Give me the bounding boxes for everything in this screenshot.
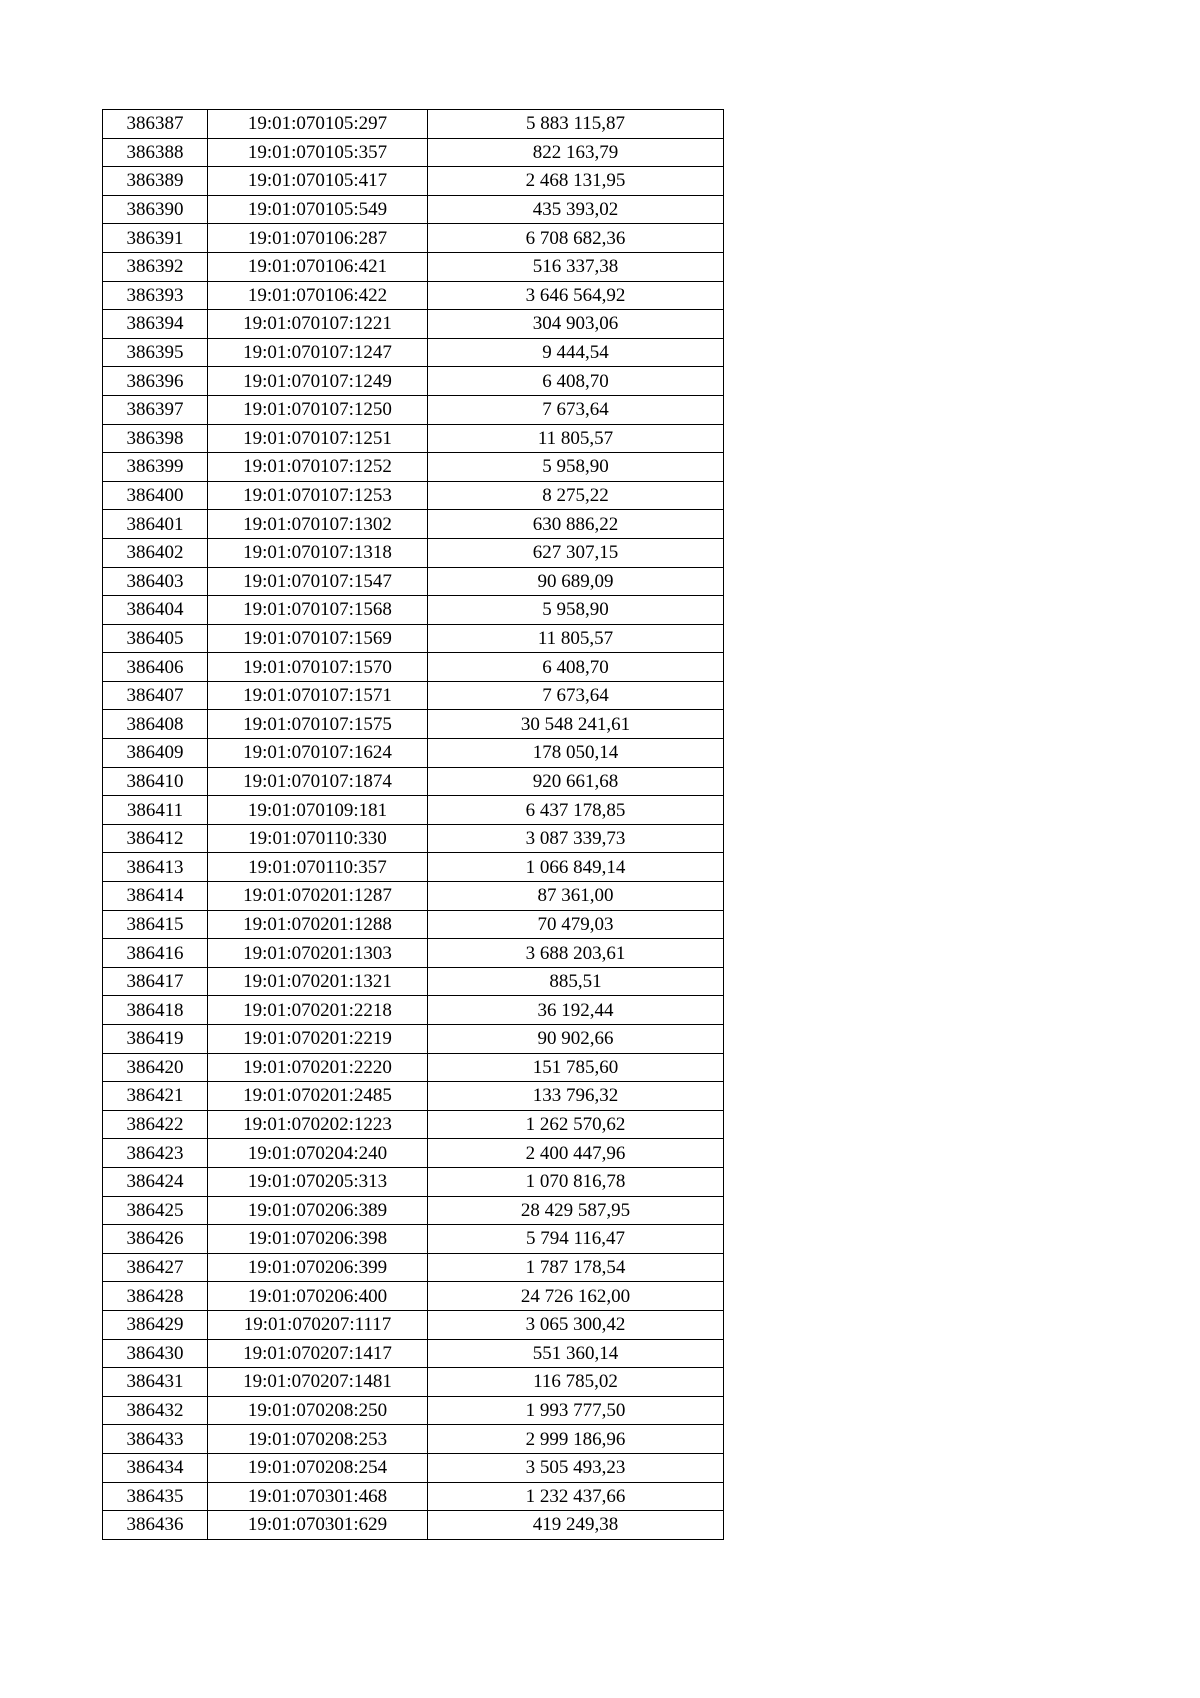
cadastral-number-cell: 19:01:070208:253 bbox=[208, 1425, 428, 1454]
cadastral-number-cell: 19:01:070107:1221 bbox=[208, 310, 428, 339]
row-number-cell: 386426 bbox=[103, 1225, 208, 1254]
cadastral-number-cell: 19:01:070109:181 bbox=[208, 796, 428, 825]
row-number-cell: 386436 bbox=[103, 1511, 208, 1540]
cadastral-number-cell: 19:01:070208:254 bbox=[208, 1453, 428, 1482]
cadastral-number-cell: 19:01:070201:2218 bbox=[208, 996, 428, 1025]
table-row bbox=[103, 796, 724, 825]
cadastral-number-cell: 19:01:070201:2219 bbox=[208, 1025, 428, 1054]
row-number-cell: 386424 bbox=[103, 1167, 208, 1196]
row-number-cell: 386411 bbox=[103, 796, 208, 825]
cadastral-value-cell: 133 796,32 bbox=[428, 1082, 724, 1111]
row-number-cell: 386414 bbox=[103, 882, 208, 911]
cadastral-number-cell: 19:01:070110:330 bbox=[208, 824, 428, 853]
cadastral-value-cell: 6 708 682,36 bbox=[428, 224, 724, 253]
cadastral-value-cell: 11 805,57 bbox=[428, 624, 724, 653]
table-row bbox=[103, 853, 724, 882]
table-row bbox=[103, 1025, 724, 1054]
row-number-cell: 386412 bbox=[103, 824, 208, 853]
row-number-cell: 386408 bbox=[103, 710, 208, 739]
row-number-cell: 386421 bbox=[103, 1082, 208, 1111]
cadastral-number-cell: 19:01:070107:1568 bbox=[208, 596, 428, 625]
cadastral-value-cell: 116 785,02 bbox=[428, 1368, 724, 1397]
table-row bbox=[103, 510, 724, 539]
table-row bbox=[103, 1368, 724, 1397]
row-number-cell: 386400 bbox=[103, 481, 208, 510]
cadastral-number-cell: 19:01:070201:1287 bbox=[208, 882, 428, 911]
table-row bbox=[103, 681, 724, 710]
row-number-cell: 386395 bbox=[103, 338, 208, 367]
cadastral-number-cell: 19:01:070201:2485 bbox=[208, 1082, 428, 1111]
row-number-cell: 386425 bbox=[103, 1196, 208, 1225]
table-row bbox=[103, 767, 724, 796]
row-number-cell: 386401 bbox=[103, 510, 208, 539]
cadastral-value-cell: 630 886,22 bbox=[428, 510, 724, 539]
cadastral-value-cell: 9 444,54 bbox=[428, 338, 724, 367]
table-row bbox=[103, 138, 724, 167]
table-row bbox=[103, 1053, 724, 1082]
table-row bbox=[103, 910, 724, 939]
row-number-cell: 386389 bbox=[103, 167, 208, 196]
row-number-cell: 386391 bbox=[103, 224, 208, 253]
cadastral-number-cell: 19:01:070107:1570 bbox=[208, 653, 428, 682]
cadastral-value-cell: 11 805,57 bbox=[428, 424, 724, 453]
cadastral-number-cell: 19:01:070105:297 bbox=[208, 110, 428, 139]
row-number-cell: 386428 bbox=[103, 1282, 208, 1311]
cadastral-value-cell: 24 726 162,00 bbox=[428, 1282, 724, 1311]
cadastral-number-cell: 19:01:070107:1302 bbox=[208, 510, 428, 539]
row-number-cell: 386413 bbox=[103, 853, 208, 882]
cadastral-number-cell: 19:01:070201:1303 bbox=[208, 939, 428, 968]
row-number-cell: 386429 bbox=[103, 1310, 208, 1339]
cadastral-value-cell: 3 065 300,42 bbox=[428, 1310, 724, 1339]
cadastral-value-cell: 151 785,60 bbox=[428, 1053, 724, 1082]
row-number-cell: 386420 bbox=[103, 1053, 208, 1082]
table-row bbox=[103, 739, 724, 768]
row-number-cell: 386423 bbox=[103, 1139, 208, 1168]
cadastral-value-cell: 1 070 816,78 bbox=[428, 1167, 724, 1196]
cadastral-number-cell: 19:01:070105:549 bbox=[208, 195, 428, 224]
table-row bbox=[103, 453, 724, 482]
cadastral-number-cell: 19:01:070107:1874 bbox=[208, 767, 428, 796]
cadastral-number-cell: 19:01:070107:1318 bbox=[208, 538, 428, 567]
cadastral-number-cell: 19:01:070107:1575 bbox=[208, 710, 428, 739]
cadastral-number-cell: 19:01:070107:1251 bbox=[208, 424, 428, 453]
cadastral-value-cell: 435 393,02 bbox=[428, 195, 724, 224]
cadastral-number-cell: 19:01:070207:1117 bbox=[208, 1310, 428, 1339]
table-row bbox=[103, 1139, 724, 1168]
cadastral-value-cell: 1 993 777,50 bbox=[428, 1396, 724, 1425]
row-number-cell: 386398 bbox=[103, 424, 208, 453]
row-number-cell: 386407 bbox=[103, 681, 208, 710]
cadastral-value-cell: 920 661,68 bbox=[428, 767, 724, 796]
cadastral-number-cell: 19:01:070107:1569 bbox=[208, 624, 428, 653]
cadastral-value-cell: 3 646 564,92 bbox=[428, 281, 724, 310]
cadastral-value-cell: 885,51 bbox=[428, 967, 724, 996]
table-row bbox=[103, 1482, 724, 1511]
cadastral-value-cell: 28 429 587,95 bbox=[428, 1196, 724, 1225]
cadastral-value-cell: 7 673,64 bbox=[428, 395, 724, 424]
row-number-cell: 386394 bbox=[103, 310, 208, 339]
table-row bbox=[103, 252, 724, 281]
cadastral-number-cell: 19:01:070107:1624 bbox=[208, 739, 428, 768]
cadastral-value-cell: 516 337,38 bbox=[428, 252, 724, 281]
cadastral-number-cell: 19:01:070107:1247 bbox=[208, 338, 428, 367]
cadastral-number-cell: 19:01:070301:629 bbox=[208, 1511, 428, 1540]
cadastral-value-table bbox=[102, 109, 724, 1540]
cadastral-value-cell: 7 673,64 bbox=[428, 681, 724, 710]
table-row bbox=[103, 567, 724, 596]
row-number-cell: 386427 bbox=[103, 1253, 208, 1282]
table-body bbox=[103, 110, 724, 1540]
cadastral-number-cell: 19:01:070301:468 bbox=[208, 1482, 428, 1511]
table-row bbox=[103, 653, 724, 682]
table-row bbox=[103, 882, 724, 911]
cadastral-value-cell: 5 958,90 bbox=[428, 596, 724, 625]
cadastral-value-cell: 36 192,44 bbox=[428, 996, 724, 1025]
row-number-cell: 386405 bbox=[103, 624, 208, 653]
cadastral-number-cell: 19:01:070207:1481 bbox=[208, 1368, 428, 1397]
cadastral-value-cell: 70 479,03 bbox=[428, 910, 724, 939]
row-number-cell: 386388 bbox=[103, 138, 208, 167]
cadastral-value-cell: 5 958,90 bbox=[428, 453, 724, 482]
row-number-cell: 386393 bbox=[103, 281, 208, 310]
table-row bbox=[103, 195, 724, 224]
cadastral-value-cell: 6 408,70 bbox=[428, 367, 724, 396]
table-row bbox=[103, 538, 724, 567]
cadastral-number-cell: 19:01:070107:1252 bbox=[208, 453, 428, 482]
cadastral-number-cell: 19:01:070107:1571 bbox=[208, 681, 428, 710]
cadastral-number-cell: 19:01:070106:422 bbox=[208, 281, 428, 310]
row-number-cell: 386417 bbox=[103, 967, 208, 996]
row-number-cell: 386433 bbox=[103, 1425, 208, 1454]
table-row bbox=[103, 310, 724, 339]
cadastral-number-cell: 19:01:070206:400 bbox=[208, 1282, 428, 1311]
cadastral-value-cell: 1 066 849,14 bbox=[428, 853, 724, 882]
row-number-cell: 386415 bbox=[103, 910, 208, 939]
row-number-cell: 386422 bbox=[103, 1110, 208, 1139]
cadastral-value-cell: 304 903,06 bbox=[428, 310, 724, 339]
row-number-cell: 386409 bbox=[103, 739, 208, 768]
row-number-cell: 386434 bbox=[103, 1453, 208, 1482]
cadastral-value-cell: 2 400 447,96 bbox=[428, 1139, 724, 1168]
cadastral-value-cell: 8 275,22 bbox=[428, 481, 724, 510]
table-row bbox=[103, 710, 724, 739]
row-number-cell: 386396 bbox=[103, 367, 208, 396]
cadastral-value-cell: 178 050,14 bbox=[428, 739, 724, 768]
cadastral-value-cell: 90 902,66 bbox=[428, 1025, 724, 1054]
cadastral-number-cell: 19:01:070206:398 bbox=[208, 1225, 428, 1254]
cadastral-number-cell: 19:01:070201:1321 bbox=[208, 967, 428, 996]
table-row bbox=[103, 1110, 724, 1139]
table-row bbox=[103, 1082, 724, 1111]
table-row bbox=[103, 939, 724, 968]
cadastral-number-cell: 19:01:070107:1249 bbox=[208, 367, 428, 396]
cadastral-value-cell: 1 787 178,54 bbox=[428, 1253, 724, 1282]
cadastral-number-cell: 19:01:070207:1417 bbox=[208, 1339, 428, 1368]
cadastral-value-cell: 1 262 570,62 bbox=[428, 1110, 724, 1139]
cadastral-value-cell: 3 505 493,23 bbox=[428, 1453, 724, 1482]
row-number-cell: 386431 bbox=[103, 1368, 208, 1397]
table-row bbox=[103, 1396, 724, 1425]
table-row bbox=[103, 424, 724, 453]
row-number-cell: 386416 bbox=[103, 939, 208, 968]
table-row bbox=[103, 1511, 724, 1540]
table-row bbox=[103, 824, 724, 853]
table-row bbox=[103, 1425, 724, 1454]
cadastral-value-cell: 2 999 186,96 bbox=[428, 1425, 724, 1454]
table-row bbox=[103, 1167, 724, 1196]
cadastral-value-cell: 3 688 203,61 bbox=[428, 939, 724, 968]
row-number-cell: 386390 bbox=[103, 195, 208, 224]
cadastral-number-cell: 19:01:070202:1223 bbox=[208, 1110, 428, 1139]
table-row bbox=[103, 281, 724, 310]
cadastral-value-cell: 30 548 241,61 bbox=[428, 710, 724, 739]
cadastral-number-cell: 19:01:070201:1288 bbox=[208, 910, 428, 939]
cadastral-number-cell: 19:01:070205:313 bbox=[208, 1167, 428, 1196]
table-row bbox=[103, 624, 724, 653]
row-number-cell: 386430 bbox=[103, 1339, 208, 1368]
cadastral-number-cell: 19:01:070201:2220 bbox=[208, 1053, 428, 1082]
row-number-cell: 386399 bbox=[103, 453, 208, 482]
cadastral-value-cell: 2 468 131,95 bbox=[428, 167, 724, 196]
row-number-cell: 386418 bbox=[103, 996, 208, 1025]
cadastral-number-cell: 19:01:070107:1547 bbox=[208, 567, 428, 596]
row-number-cell: 386402 bbox=[103, 538, 208, 567]
cadastral-number-cell: 19:01:070206:399 bbox=[208, 1253, 428, 1282]
cadastral-value-cell: 627 307,15 bbox=[428, 538, 724, 567]
row-number-cell: 386432 bbox=[103, 1396, 208, 1425]
cadastral-value-cell: 551 360,14 bbox=[428, 1339, 724, 1368]
row-number-cell: 386387 bbox=[103, 110, 208, 139]
row-number-cell: 386435 bbox=[103, 1482, 208, 1511]
table-row bbox=[103, 481, 724, 510]
table-row bbox=[103, 224, 724, 253]
row-number-cell: 386406 bbox=[103, 653, 208, 682]
table-row bbox=[103, 596, 724, 625]
cadastral-number-cell: 19:01:070106:287 bbox=[208, 224, 428, 253]
table-row bbox=[103, 1253, 724, 1282]
cadastral-number-cell: 19:01:070204:240 bbox=[208, 1139, 428, 1168]
table-row bbox=[103, 1196, 724, 1225]
cadastral-value-cell: 5 883 115,87 bbox=[428, 110, 724, 139]
cadastral-value-cell: 1 232 437,66 bbox=[428, 1482, 724, 1511]
table-row bbox=[103, 367, 724, 396]
row-number-cell: 386403 bbox=[103, 567, 208, 596]
table-row bbox=[103, 1453, 724, 1482]
table-row bbox=[103, 1339, 724, 1368]
cadastral-value-cell: 5 794 116,47 bbox=[428, 1225, 724, 1254]
row-number-cell: 386397 bbox=[103, 395, 208, 424]
cadastral-value-cell: 6 408,70 bbox=[428, 653, 724, 682]
cadastral-number-cell: 19:01:070107:1253 bbox=[208, 481, 428, 510]
table-row bbox=[103, 996, 724, 1025]
row-number-cell: 386419 bbox=[103, 1025, 208, 1054]
row-number-cell: 386404 bbox=[103, 596, 208, 625]
cadastral-number-cell: 19:01:070206:389 bbox=[208, 1196, 428, 1225]
cadastral-value-cell: 3 087 339,73 bbox=[428, 824, 724, 853]
cadastral-number-cell: 19:01:070105:417 bbox=[208, 167, 428, 196]
cadastral-value-cell: 90 689,09 bbox=[428, 567, 724, 596]
cadastral-number-cell: 19:01:070106:421 bbox=[208, 252, 428, 281]
cadastral-number-cell: 19:01:070110:357 bbox=[208, 853, 428, 882]
cadastral-number-cell: 19:01:070105:357 bbox=[208, 138, 428, 167]
table-row bbox=[103, 1225, 724, 1254]
cadastral-value-cell: 822 163,79 bbox=[428, 138, 724, 167]
cadastral-value-cell: 87 361,00 bbox=[428, 882, 724, 911]
table-row bbox=[103, 967, 724, 996]
cadastral-number-cell: 19:01:070107:1250 bbox=[208, 395, 428, 424]
cadastral-value-cell: 6 437 178,85 bbox=[428, 796, 724, 825]
table-row bbox=[103, 1282, 724, 1311]
cadastral-value-cell: 419 249,38 bbox=[428, 1511, 724, 1540]
row-number-cell: 386410 bbox=[103, 767, 208, 796]
row-number-cell: 386392 bbox=[103, 252, 208, 281]
table-row bbox=[103, 167, 724, 196]
table-row bbox=[103, 110, 724, 139]
table-row bbox=[103, 1310, 724, 1339]
table-row bbox=[103, 338, 724, 367]
table-row bbox=[103, 395, 724, 424]
cadastral-number-cell: 19:01:070208:250 bbox=[208, 1396, 428, 1425]
